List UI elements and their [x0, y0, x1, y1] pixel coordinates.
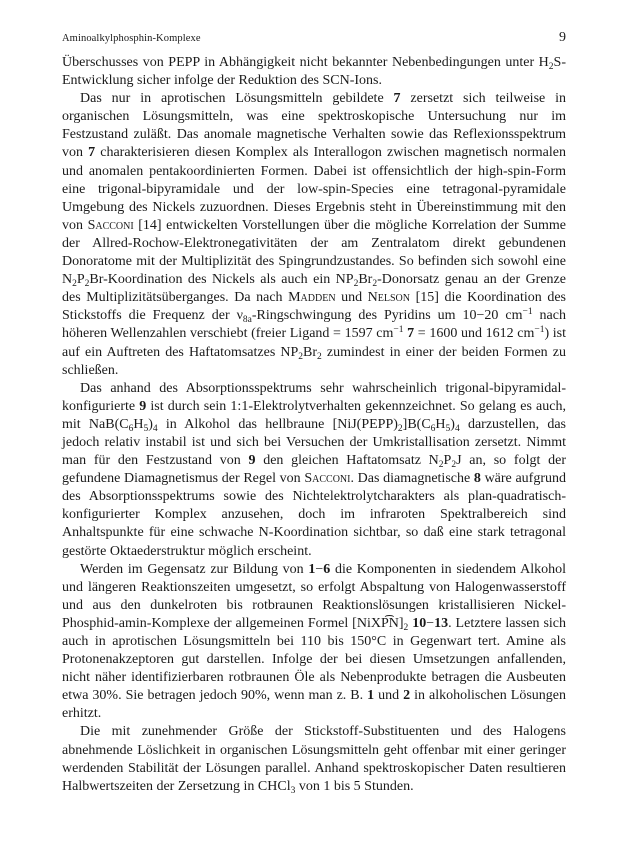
subscript: 2: [548, 62, 554, 72]
text-run: charakterisieren diesen Komplex als Interallogon zwischen magnetisch normalen und anomalen pentakoordinierten Formen. Dabei ist offensichtlich der high-spin-Form eine trigonal-bipyramidale und der low-spin-Species eine tetragonal-pyramidale Umgebung des Nickels zuzuordnen. Dieses Ergebnis steht in Übereinstimmung mit den von: [62, 145, 567, 233]
subscript: 2: [298, 351, 304, 362]
text-run: wäre aufgrund des Absorptionsspektrums sowie des Nichtelektrolytcharakters als plan-quadratisch-konfigurierter Komplex anzusehen, doch im infraroten Spektralbereich sind Anhaltspunkte für eine schwache N-Koordination sichtbar, so daß eine stark tetragonal gestörte Oktaederstruktur möglich erscheint.: [62, 471, 566, 559]
text-run: Überschusses von PEPP in Abhängigkeit nicht bekannter Nebenbedingungen unter H: [62, 55, 549, 70]
compound-number: 7: [393, 91, 401, 107]
text-run: zumindest in einer der beiden Formen zu schließen.: [62, 344, 566, 378]
text-run: P: [76, 272, 85, 288]
superscript: −1: [393, 325, 404, 336]
subscript: 8a: [242, 315, 252, 326]
text-run: Br-Koordination des Nickels als auch ein NP: [89, 272, 354, 288]
text-run: von 1 bis 5 Stunden.: [295, 778, 414, 794]
compound-number: 7: [88, 145, 96, 161]
text-run: . Das diamagnetische: [350, 471, 474, 487]
superscript: −1: [522, 307, 533, 318]
text-run: ): [450, 416, 455, 432]
author-name: Madden: [288, 290, 336, 306]
author-name: Sacconi: [87, 217, 134, 233]
text-run: ]B(C: [402, 416, 431, 432]
text-run: nach höheren Wellenzahlen verschiebt (freier Ligand = 1597 cm: [62, 308, 566, 342]
body-text: [62, 54, 566, 796]
text-run: in Alkohol das hellbraune [NiJ(PEPP): [157, 416, 398, 432]
superscript: −1: [534, 325, 545, 336]
subscript: 2: [451, 460, 457, 471]
paragraph: [62, 380, 566, 561]
text-run: P: [443, 453, 452, 469]
text-run: Br: [303, 344, 318, 360]
subscript: 2: [397, 423, 403, 434]
text-run: Das nur in aprotischen Lösungsmitteln gebildete: [80, 91, 394, 107]
text-run: Die mit zunehmender Größe der Stickstoff-Substituenten und des Halogens abnehmende Löslichkeit in organischen Lösungsmitteln geht offenbar mit einer geringer werdenden Stabilität der Lösungen parallel. Anhand spektroskopischer Daten resultieren Halbwertszeiten der Zersetzung in CHCl: [62, 724, 566, 794]
text-run: . Letztere lassen sich auch in aprotischen Lösungsmitteln bei 110 bis 150°C in Gegenwart tert. Amine als Protonenakzeptoren gut darstellen. Infolge der bei diesen Umsetzungen anfallenden, nicht näher identifizierbaren rotbraunen Öle als Nebenprodukte betragen die Ausbeuten etwa 30%. Sie betragen jedoch 90%, wenn man z. B.: [62, 615, 567, 704]
compound-number: 7: [407, 326, 415, 342]
text-run: den gleichen Haftatomsatz N: [255, 453, 439, 469]
paragraph: [62, 561, 566, 724]
page-number: 9: [559, 30, 566, 45]
text-run: darzustellen, das jedoch relativ instabil ist und sich bei Versuchen der Umkristallisation zersetzt. Nimmt man für den Festzustand von: [62, 416, 566, 469]
paragraph: [62, 54, 566, 90]
subscript: 2: [317, 351, 322, 362]
paragraph: [62, 723, 566, 795]
text-run: ist durch sein 1:1-Elektrolytverhalten gekennzeichnet. So gelang es auch, mit NaB(C: [62, 398, 566, 432]
compound-number: 10: [412, 615, 427, 631]
subscript: 2: [72, 279, 77, 290]
text-run: ): [148, 416, 153, 432]
subscript: 2: [403, 622, 409, 633]
subscript: 5: [143, 423, 149, 434]
text-run: [15] die Koordination des Stickstoffs die Frequenz der ν: [62, 290, 566, 324]
subscript: 2: [372, 279, 378, 290]
text-run: [14] entwickelten Vorstellungen über die mögliche Korrelation der Summe der Allred-Rochow-Elektronegativitäten der am Zentralatom direkt gebundenen Donoratome mit der Multiplizität des Spingrundzustandes. So befinden sich sowohl eine N: [62, 217, 567, 288]
subscript: 4: [454, 423, 460, 434]
paragraph: [62, 90, 566, 380]
compound-number: 9: [139, 398, 147, 414]
subscript: 2: [84, 279, 90, 290]
subscript: 6: [430, 423, 436, 434]
compound-number: 2: [403, 688, 411, 704]
text-run: -Ringschwingung des Pyridins um 10−20 cm: [251, 308, 523, 324]
text-run: in alkoholischen Lösungen erhitzt.: [62, 688, 566, 722]
compound-number: 8: [473, 471, 481, 487]
text-run: und: [374, 688, 404, 704]
author-name: Sacconi: [304, 471, 351, 487]
subscript: 5: [445, 423, 451, 434]
text-run: Werden im Gegensatz zur Bildung von: [80, 561, 309, 577]
subscript: 3: [290, 785, 296, 796]
text-run: die Komponenten in siedendem Alkohol und längeren Reaktionszeiten umgesetzt, so erfolgt Abspaltung von Halogenwasserstoff und aus den dunkelroten bis rotbraunen Reaktionslösungen kristallisieren Nickel-Phosphid-amin-Komplexe der allgemeinen Formel [NiXP͡N]: [62, 561, 567, 631]
subscript: 4: [152, 423, 158, 434]
page-header: [62, 30, 566, 46]
text-run: -Donorsatz genau an der Grenze des Multiplizitätsüberganges. Da nach: [62, 272, 566, 306]
subscript: 2: [353, 279, 359, 290]
text-run: = 1600 und 1612 cm: [414, 326, 535, 342]
text-run: −: [315, 561, 324, 577]
compound-number: 6: [323, 561, 331, 577]
text-run: und: [335, 290, 368, 306]
running-title: Aminoalkylphosphin-Komplexe: [62, 33, 201, 44]
text-run: Br: [358, 272, 373, 288]
compound-number: 1: [367, 688, 375, 704]
compound-number: 1: [308, 561, 316, 577]
text-run: −: [426, 615, 435, 631]
text-run: zersetzt sich teilweise in organischen Lösungsmitteln, was eine spektroskopische Untersuchung nur im Festzustand zuläßt. Das anomale magnetische Verhalten sowie das Reflexionsspektrum von: [62, 91, 566, 161]
text-run: S-Entwicklung sicher infolge der Reduktion des SCN-Ions.: [62, 55, 566, 89]
text-run: J an, so folgt der gefundene Diamagnetismus der Regel von: [62, 453, 566, 487]
text-run: H: [435, 416, 446, 432]
compound-number: 9: [248, 453, 256, 469]
text-run: H: [133, 416, 144, 432]
author-name: Nelson: [367, 290, 411, 306]
subscript: 2: [438, 460, 444, 471]
text-run: Das anhand des Absorptionsspektrums sehr wahrscheinlich trigonal-bipyramidal-konfigurierte: [62, 380, 566, 414]
subscript: 6: [128, 423, 134, 434]
text-run: ) ist auf ein Auftreten des Haftatomsatzes NP: [62, 326, 567, 360]
compound-number: 13: [434, 615, 449, 631]
